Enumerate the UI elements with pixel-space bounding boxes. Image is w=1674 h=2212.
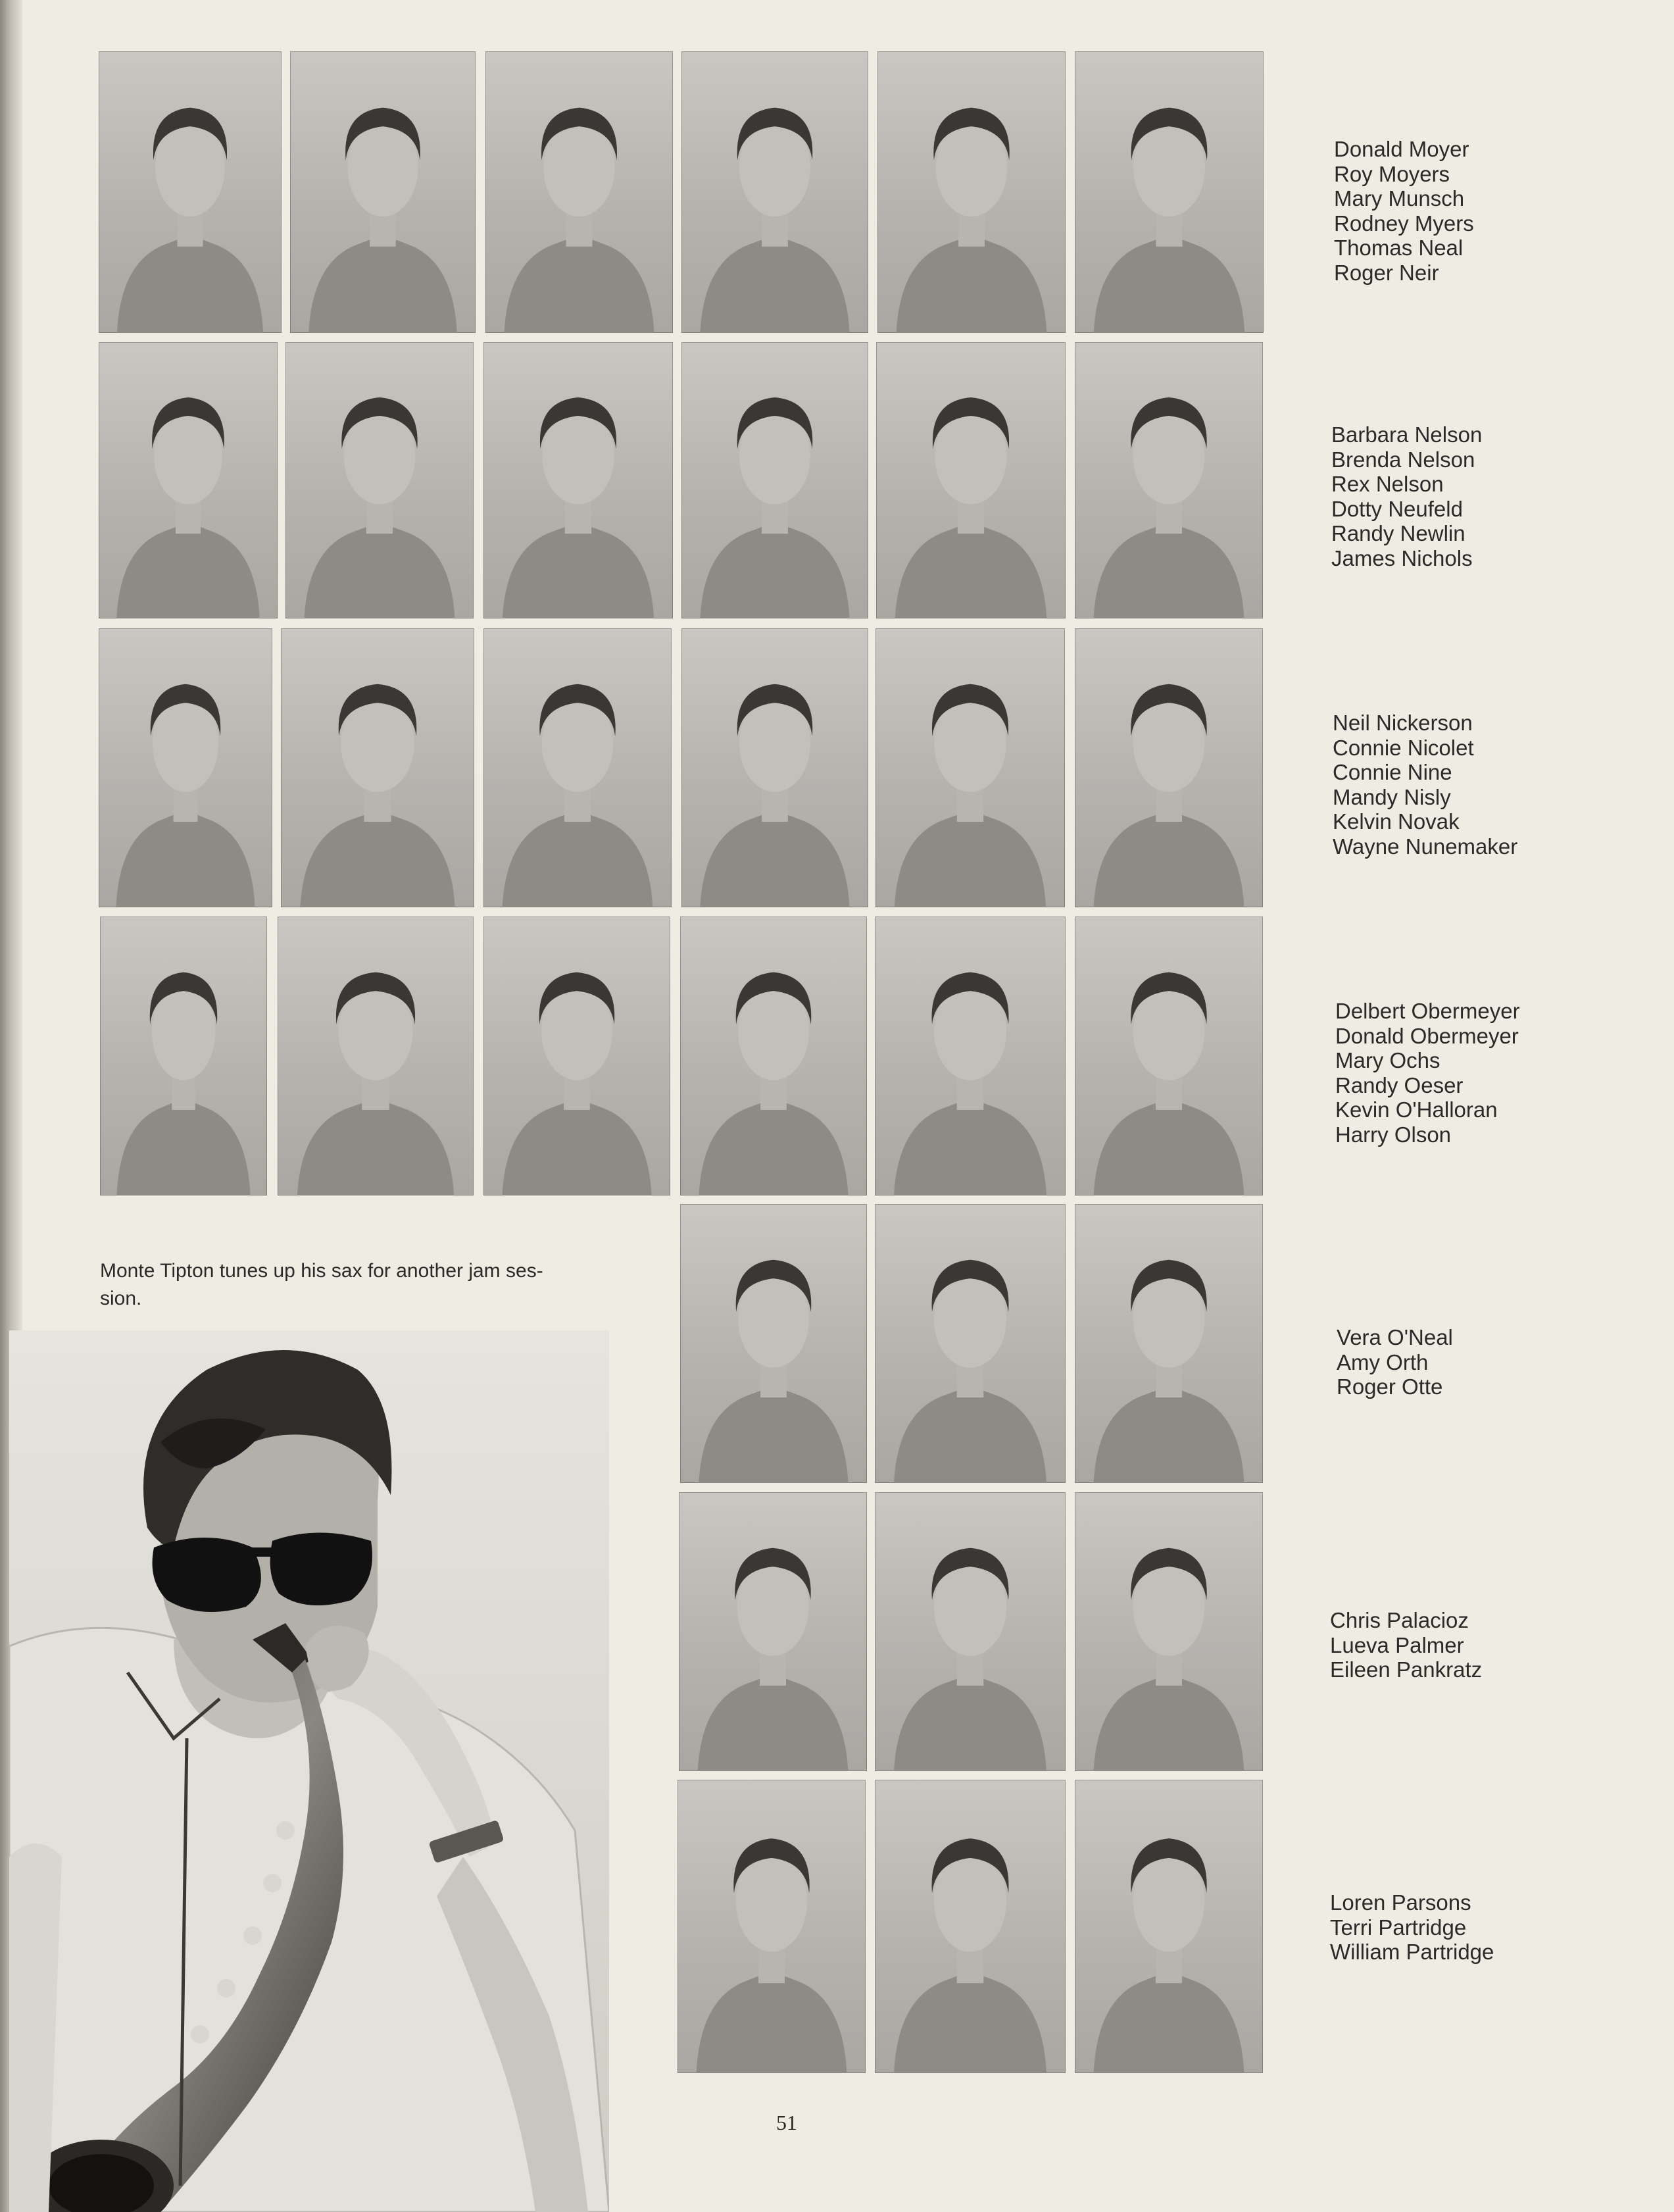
student-name: Thomas Neal: [1334, 236, 1464, 260]
student-portrait: [485, 51, 673, 333]
student-portrait: [281, 628, 474, 907]
caption-line: sion.: [100, 1288, 142, 1309]
student-portrait: [99, 628, 272, 907]
student-portrait: [483, 628, 672, 907]
student-name: Randy Oeser: [1335, 1072, 1464, 1097]
student-portrait: [680, 917, 867, 1195]
name-list-row-1: [1334, 137, 1474, 285]
student-portrait: [877, 51, 1066, 333]
student-portrait: [680, 1204, 867, 1483]
student-name: William Partridge: [1330, 1940, 1494, 1964]
student-portrait: [875, 1492, 1066, 1771]
student-name: Wayne Nunemaker: [1333, 834, 1518, 859]
student-name: Connie Nine: [1333, 760, 1452, 784]
caption-line: Monte Tipton tunes up his sax for another jam ses-: [100, 1260, 543, 1282]
saxophone-player-illustration: [9, 1330, 609, 2212]
student-portrait: [1075, 1204, 1263, 1483]
student-name: Roger Neir: [1334, 260, 1439, 285]
student-portrait: [677, 1780, 866, 2073]
student-portrait: [876, 342, 1066, 618]
student-portrait: [875, 1780, 1066, 2073]
student-portrait: [681, 342, 868, 618]
student-portrait: [1075, 917, 1263, 1195]
student-name: Roger Otte: [1337, 1374, 1443, 1399]
student-name: Mary Munsch: [1334, 186, 1465, 211]
student-portrait: [1075, 1492, 1263, 1771]
name-list-row-5: [1337, 1325, 1453, 1399]
student-name: Terri Partridge: [1330, 1915, 1467, 1940]
student-portrait: [875, 917, 1066, 1195]
student-name: James Nichols: [1331, 545, 1473, 570]
student-portrait: [875, 628, 1065, 907]
page-number: 51: [776, 2111, 797, 2134]
student-name: Delbert Obermeyer: [1335, 999, 1520, 1023]
student-portrait: [285, 342, 474, 618]
student-portrait: [483, 342, 673, 618]
student-portrait: [681, 628, 868, 907]
student-name: Donald Moyer: [1334, 137, 1469, 161]
student-name: Chris Palacioz: [1330, 1608, 1469, 1632]
candid-photo-saxophonist: [9, 1330, 609, 2212]
student-portrait: [99, 51, 282, 333]
student-name: Roy Moyers: [1334, 161, 1450, 186]
student-name: Mandy Nisly: [1333, 784, 1451, 809]
photo-caption: [100, 1257, 626, 1313]
student-name: Dotty Neufeld: [1331, 496, 1463, 521]
student-name: Barbara Nelson: [1331, 422, 1483, 447]
student-portrait: [1075, 51, 1264, 333]
student-name: Neil Nickerson: [1333, 711, 1473, 735]
student-name: Eileen Pankratz: [1330, 1657, 1483, 1682]
name-list-row-6: [1330, 1608, 1482, 1682]
student-portrait: [679, 1492, 867, 1771]
student-name: Rodney Myers: [1334, 211, 1474, 236]
name-list-row-4: [1335, 999, 1520, 1147]
student-name: Connie Nicolet: [1333, 735, 1474, 760]
student-portrait: [278, 917, 474, 1195]
student-name: Vera O'Neal: [1337, 1325, 1453, 1349]
student-name: Donald Obermeyer: [1335, 1023, 1519, 1048]
student-name: Randy Newlin: [1331, 521, 1465, 545]
student-portrait: [100, 917, 267, 1195]
student-name: Loren Parsons: [1330, 1890, 1471, 1915]
student-name: Rex Nelson: [1331, 472, 1444, 496]
student-portrait: [290, 51, 476, 333]
student-name: Kelvin Novak: [1333, 809, 1460, 834]
student-name: Harry Olson: [1335, 1122, 1452, 1147]
student-name: Lueva Palmer: [1330, 1632, 1464, 1657]
student-portrait: [99, 342, 278, 618]
student-portrait: [1075, 628, 1263, 907]
name-list-row-3: [1333, 711, 1517, 859]
student-name: Mary Ochs: [1335, 1048, 1440, 1072]
name-list-row-7: [1330, 1890, 1494, 1965]
student-portrait: [1075, 342, 1263, 618]
student-portrait: [483, 917, 670, 1195]
student-portrait: [1075, 1780, 1263, 2073]
student-name: Amy Orth: [1337, 1349, 1429, 1374]
student-name: Kevin O'Halloran: [1335, 1097, 1498, 1122]
student-portrait: [681, 51, 868, 333]
name-list-row-2: [1331, 422, 1482, 570]
student-portrait: [875, 1204, 1066, 1483]
student-name: Brenda Nelson: [1331, 447, 1475, 472]
